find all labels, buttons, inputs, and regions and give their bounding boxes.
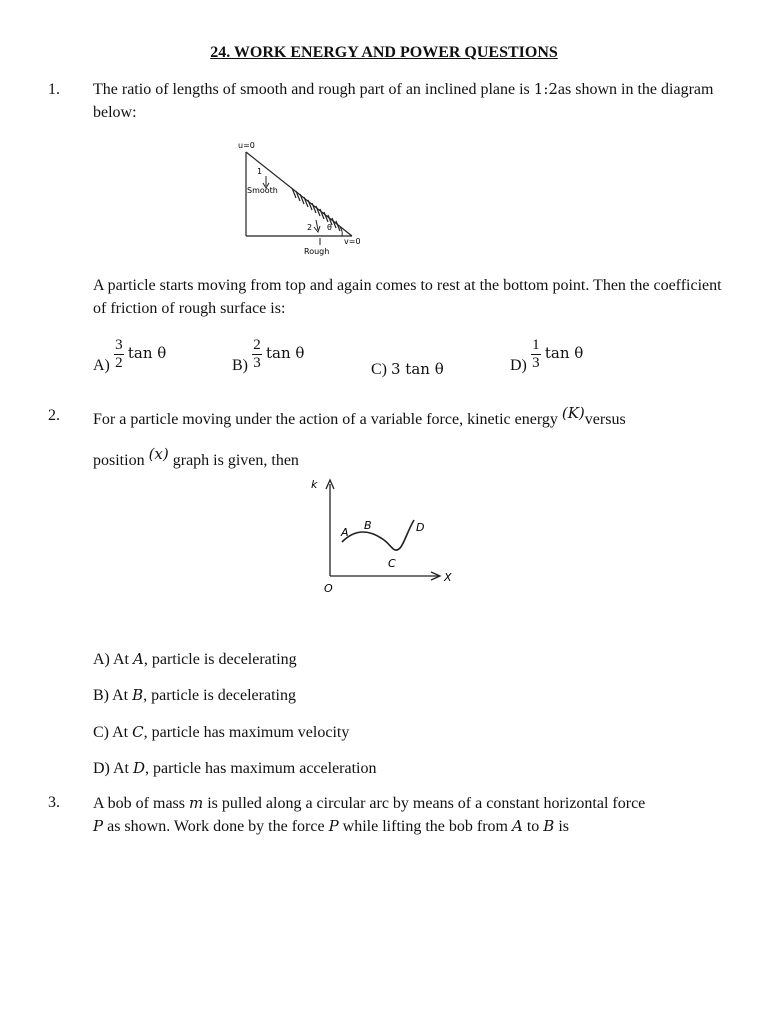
segment-2-label: 2 [307, 223, 313, 232]
v-label: v=0 [344, 237, 361, 246]
k-axis-label: k [311, 478, 318, 491]
q1-text-b: as shown in the diagram below: [93, 81, 714, 121]
u-label: u=0 [238, 141, 255, 150]
q1-ratio: 1:2 [533, 80, 558, 98]
question-1-text [93, 78, 733, 124]
page-title: 24. WORK ENERGY AND POWER QUESTIONS [210, 44, 558, 61]
option-c: C) 3 tan θ [371, 360, 444, 378]
question-number: 1. [48, 81, 60, 98]
x-axis-label: X [444, 571, 452, 584]
inclined-plane-diagram [230, 138, 380, 260]
question-1-paragraph: A particle starts moving from top and again comes to rest at the bottom point. Then the coefficient of friction of rough surface is: [93, 277, 722, 317]
option-d: D) $\frac{1}{3}$ tan θ [510, 337, 584, 375]
point-d-label: D [416, 521, 425, 534]
q2-option-b: B) At B, particle is decelerating [93, 686, 296, 704]
rough-label: Rough [304, 247, 330, 256]
point-b-label: B [364, 519, 372, 532]
option-a: A) $\frac{3}{2}$ tan θ [93, 337, 167, 375]
q1-text-a: The ratio of lengths of smooth and rough part of an inclined plane is [93, 81, 534, 98]
question-3-text: A bob of mass m is pulled along a circular arc by means of a constant horizontal force P as shown. Work done by the force P while lifting the bob from A to B is [93, 794, 646, 835]
question-number: 2. [48, 407, 60, 424]
question-number: 3. [48, 794, 60, 811]
question-2-text: For a particle moving under the action of a variable force, kinetic energy (K)versus position (x) graph is given, then [93, 404, 626, 469]
point-c-label: C [388, 557, 396, 570]
kinetic-energy-graph [308, 474, 458, 594]
ke-curve [342, 520, 414, 550]
theta-label: θ [327, 223, 332, 232]
q2-option-c: C) At C, particle has maximum velocity [93, 723, 350, 741]
q2-option-a: A) At A, particle is decelerating [93, 650, 297, 668]
origin-label: O [324, 582, 333, 594]
smooth-label: Smooth [247, 186, 278, 195]
q2-option-d: D) At D, particle has maximum acceleration [93, 759, 377, 777]
point-a-label: A [341, 526, 349, 539]
segment-1-label: 1 [257, 167, 263, 176]
option-b: B) $\frac{2}{3}$ tan θ [232, 337, 305, 375]
